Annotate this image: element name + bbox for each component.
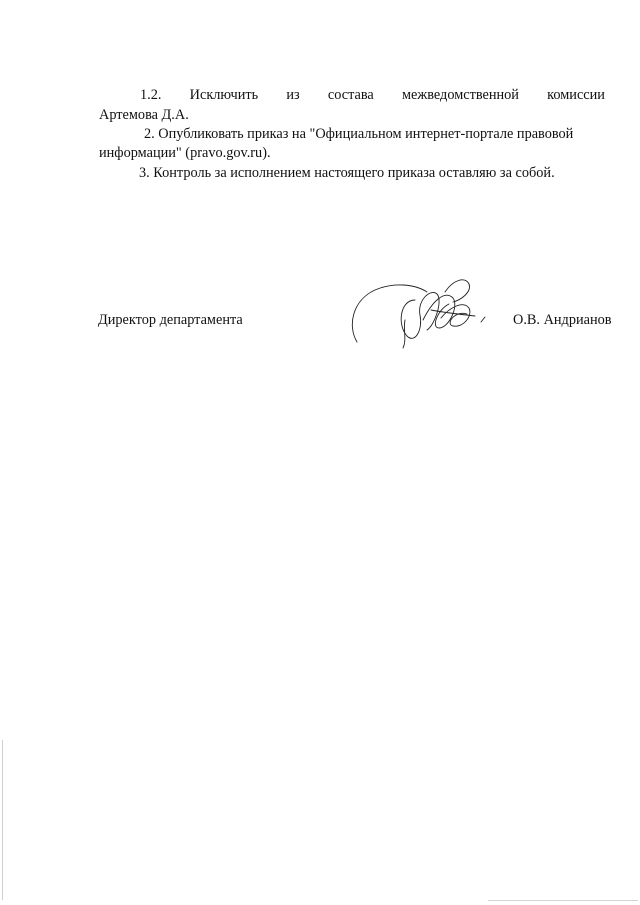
handwritten-signature [345, 270, 495, 350]
item-1-2-word: 1.2. [140, 87, 162, 103]
item-2-line-2: информации" (pravo.gov.ru). [99, 145, 271, 161]
scan-edge-line [2, 740, 3, 900]
item-1-2-line [140, 87, 605, 104]
item-1-2-word: из [286, 87, 300, 103]
item-1-2-continuation: Артемова Д.А. [99, 107, 189, 123]
signatory-role: Директор департамента [98, 312, 243, 328]
item-1-2-word: межведомственной [401, 87, 519, 103]
signatory-name: О.В. Андрианов [513, 312, 612, 328]
item-3-text: 3. Контроль за исполнением настоящего приказа оставляю за собой. [139, 165, 555, 181]
item-2-line-1: 2. Опубликовать приказ на "Официальном интернет-портале правовой [144, 126, 574, 142]
item-1-2-word: комиссии [547, 87, 605, 103]
item-1-2-word: Исключить [189, 87, 259, 103]
item-1-2-word: состава [327, 87, 374, 103]
scan-edge-line [488, 900, 638, 901]
